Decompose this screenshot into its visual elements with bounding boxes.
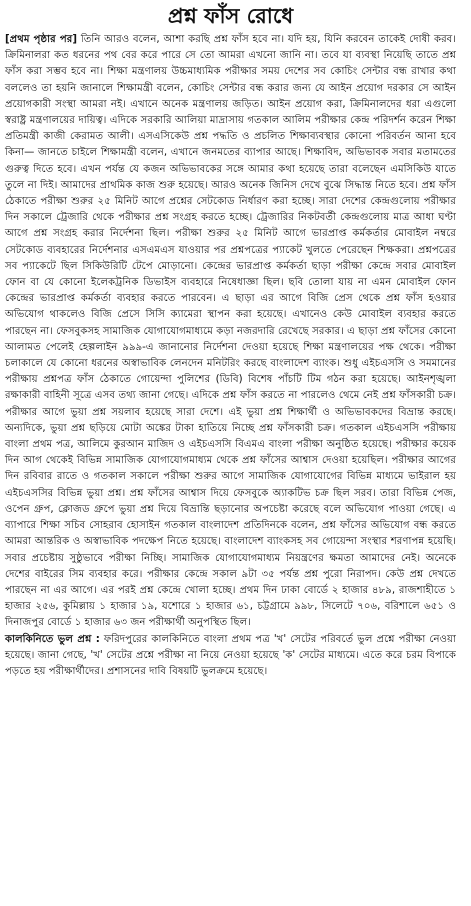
subsection xyxy=(5,632,456,681)
continuation-label: [প্রথম পৃষ্ঠার পর] xyxy=(5,34,78,45)
subsection-text: ফরিদপুরের কালকিনিতে বাংলা প্রথম পত্র 'খ' সেটের পরিবর্তে ভুল প্রশ্নে পরীক্ষা নেওয়া হয়েছে। জানা গেছে, 'খ' সেটের প্রশ্নে পরীক্ষা না নিয়ে নেওয়া হয়েছে 'ক' সেটের মাধ্যমে। এতে করে চরম বিপাকে পড়তে হয় পরীক্ষার্থীদের। প্রশাসনের দাবি বিষয়টি ভুলক্রমে হয়েছে। xyxy=(5,633,456,677)
headline: প্রশ্ন ফাঁস রোধে xyxy=(167,4,294,28)
body-text: তিনি আরও বলেন, আশা করছি প্রশ্ন ফাঁস হবে না। যদি হয়, যিনি করবেন তাকেই দোষী করব। ক্রিমিনালরা কত ধরনের পথ বের করে পারে সে তো আমরা এখনো জানি না। তবে যা ব্যবস্থা নিয়েছি তাতে প্রশ্ন ফাঁস করা সম্ভব হবে না। শিক্ষা মন্ত্রণালয় উচ্চমাধ্যমিক পরীক্ষার সময় দেশের সব কোচিং সেন্টার বন্ধ রাখার কথা বললেও তা হয়নি জানালে শিক্ষামন্ত্রী বলেন, কোচিং সেন্টার বন্ধ করার জন্য যে আইন প্রয়োগ দরকার সে আইন প্রয়োগকারী সংস্থা আমরা নই। এখানে অনেক মন্ত্রণালয় জড়িত। আইন প্রয়োগ করা, ক্রিমিনালদের ধরা এগুলো স্বরাষ্ট্র মন্ত্রণালয়ের দায়িত্ব। এদিকে সরকারি আলিয়া মাদ্রাসায় গতকাল আলিম পরীক্ষার কেন্দ্র পরিদর্শন করেন শিক্ষা প্রতিমন্ত্রী কাজী কেরামত আলী। এসএসিকেউ প্রশ্ন পদ্ধতি ও প্রচলিত শিক্ষাব্যবস্থার কোনো পরিবর্তন আনা হবে কিনা— জানতে চাইলে শিক্ষামন্ত্রী বলেন, এখানে জনমতের ব্যাপার আছে। শিক্ষাবিদ, অভিভাবক সবার মতামতের গুরুত্ব দিতে হবে। এখন পর্যন্ত যে কজন অভিভাবকের সঙ্গে আমার কথা হয়েছে তারা বলেছেন এমসিকিউ যাতে তুলে না দিই। আমাদের প্রাথমিক কাজ শুরু হয়েছে। আরও অনেক জিনিস দেখে বুঝে সিদ্ধান্ত নিতে হবে। প্রশ্ন ফাঁস ঠেকাতে পরীক্ষা শুরুর ২৫ মিনিট আগে প্রশ্নের সেটকোড নির্ধারণ করা হচ্ছে। সারা দেশের কেন্দ্রগুলোয় পরীক্ষার দিন সকালে ট্রেজারি থেকে পরীক্ষার প্রশ্ন সংগ্রহ করতে হচ্ছে। ট্রেজারির নিকটবর্তী কেন্দ্রগুলোয় মাত্র আধা ঘণ্টা আগে প্রশ্ন সংগ্রহ করার নির্দেশনা ছিল। পরীক্ষা শুরুর ২৫ মিনিট আগে ভারপ্রাপ্ত কর্মকর্তার মোবাইল নম্বরে সেটকোড ব্যবহারের নির্দেশনার এসএমএস যাওয়ার পর প্রশ্নপত্রের প্যাকেট খুলতে পেরেছেন শিক্ষকরা। প্রশ্নপত্রের সব প্যাকেটে ছিল সিকিউরিটি টেপে মোড়ানো। কেন্দ্রের ভারপ্রাপ্ত কর্মকর্তা ছাড়া পরীক্ষা কেন্দ্রে সবার মোবাইল ফোন বা যে কোনো ইলেকট্রনিক ডিভাইস ব্যবহারে নিষেধাজ্ঞা ছিল। ছবি তোলা যায় না এমন মোবাইল ফোন কেন্দ্রের ভারপ্রাপ্ত কর্মকর্তা ব্যবহার করতে পারবেন। এ ছাড়া এর আগে বিজি প্রেস থেকে প্রশ্ন ফাঁস হওয়ার অভিযোগ থাকলেও বিজি প্রেসে সিসি ক্যামেরা স্থাপন করা হয়েছে। এখানেও কেউ মোবাইল ব্যবহার করতে পারছেন না। ফেসবুকসহ সামাজিক যোগাযোগমাধ্যমে কড়া নজরদারি রেখেছে সরকার। এ ছাড়া প্রশ্ন ফাঁসের কোনো আলামত পেলেই হেল্পলাইন ৯৯৯-এ জানানোর নির্দেশনা দেওয়া হয়েছে শিক্ষা মন্ত্রণালয়ের পক্ষ থেকে। পরীক্ষা চলাকালে যে কোনো ধরনের অস্বাভাবিক লেনদেন মনিটরিং করছে বাংলাদেশ ব্যাংক। শুধু এইচএসসি ও সমমানের পরীক্ষায় প্রশ্নপত্র ফাঁস ঠেকাতে গোয়েন্দা পুলিশের (ডিবি) বিশেষ পাঁচটি টিম গঠন করা হয়েছে। আইনশৃঙ্খলা রক্ষাকারী বাহিনী সূত্রে এসব তথ্য জানা গেছে। এদিকে প্রশ্ন ফাঁস করতে না পারলেও থেমে নেই প্রশ্ন ফাঁসকারী চক্র। পরীক্ষার আগে ভুয়া প্রশ্ন সয়লাব হয়েছে সারা দেশে। এই ভুয়া প্রশ্ন শিক্ষার্থী ও অভিভাবকদের বিভ্রান্ত করছে। অন্যদিকে, ভুয়া প্রশ্ন ছড়িয়ে মোটা অঙ্কের টাকা হাতিয়ে নিচ্ছে প্রশ্ন ফাঁসকারী চক্র। গতকাল এইচএসসি পরীক্ষায় বাংলা প্রথম পত্র, আলিমে কুরআন মাজিদ ও এইচএসসি বিএমএ বাংলা পরীক্ষা অনুষ্ঠিত হয়েছে। পরীক্ষার কয়েক দিন আগ থেকেই বিভিন্ন সামাজিক যোগাযোগমাধ্যম থেকে প্রশ্ন ফাঁসের আশ্বাস দেওয়া হয়েছিল। পরীক্ষার আগের দিন রবিবার রাতে ও গতকাল সকালে পরীক্ষা শুরুর আগে সামাজিক যোগাযোগের বিভিন্ন মাধ্যমে ভাইরাল হয় এইচএসসির বিভিন্ন ভুয়া প্রশ্ন। প্রশ্ন ফাঁসের আশ্বাস দিয়ে ফেসবুকে অ্যাকটিভ চক্র ছিল সরব। তারা বিভিন্ন পেজ, ওপেন গ্রুপ, ক্লোজড গ্রুপে ভুয়া প্রশ্ন দিয়ে বিভ্রান্তি ছড়ানোর অপচেষ্টা করেছে বলে অভিযোগ পাওয়া গেছে। এ ব্যাপারে শিক্ষা সচিব সোহরাব হোসাইন গতকাল বাংলাদেশ প্রতিদিনকে বলেন, প্রশ্ন ফাঁসের অভিযোগ বন্ধ করতে আমরা আন্তরিক ও অস্বাভাবিক পদক্ষেপ নিতে হয়েছে। বাংলাদেশ ব্যাংকসহ সব গোয়েন্দা সংস্থার শরণাপন্ন হয়েছি। সবার প্রচেষ্টায় সুষ্ঠুভাবে পরীক্ষা নিচ্ছি। সামাজিক যোগাযোগমাধ্যম নিয়ন্ত্রণের ক্ষমতা আমাদের নেই। অনেকে দেশের বাইরের সিম ব্যবহার করে। পরীক্ষার কেন্দ্রে সকাল ৯টা ৩৫ পর্যন্ত প্রশ্ন পুরো নিরাপদ। কেউ প্রশ্ন দেখতে পারছেন না এর আগে। এর পরই প্রশ্ন কেন্দ্রে খোলা হচ্ছে। প্রথম দিন ঢাকা বোর্ডে ২ হাজার ৪৮৯, রাজশাহীতে ১ হাজার ২৫৬, কুমিল্লায় ১ হাজার ১৯, যশোরে ১ হাজার ৬১, চট্টগ্রামে ৯৯৮, সিলেটে ৭০৬, বরিশালে ৬৫১ ও দিনাজপুর বোর্ডে ১ হাজার ৬৩ জন পরীক্ষার্থী অনুপস্থিত ছিল। xyxy=(5,34,456,629)
article-body xyxy=(5,32,456,632)
subsection-label: কালকিনিতে ভুল প্রশ্ন : xyxy=(5,633,100,645)
